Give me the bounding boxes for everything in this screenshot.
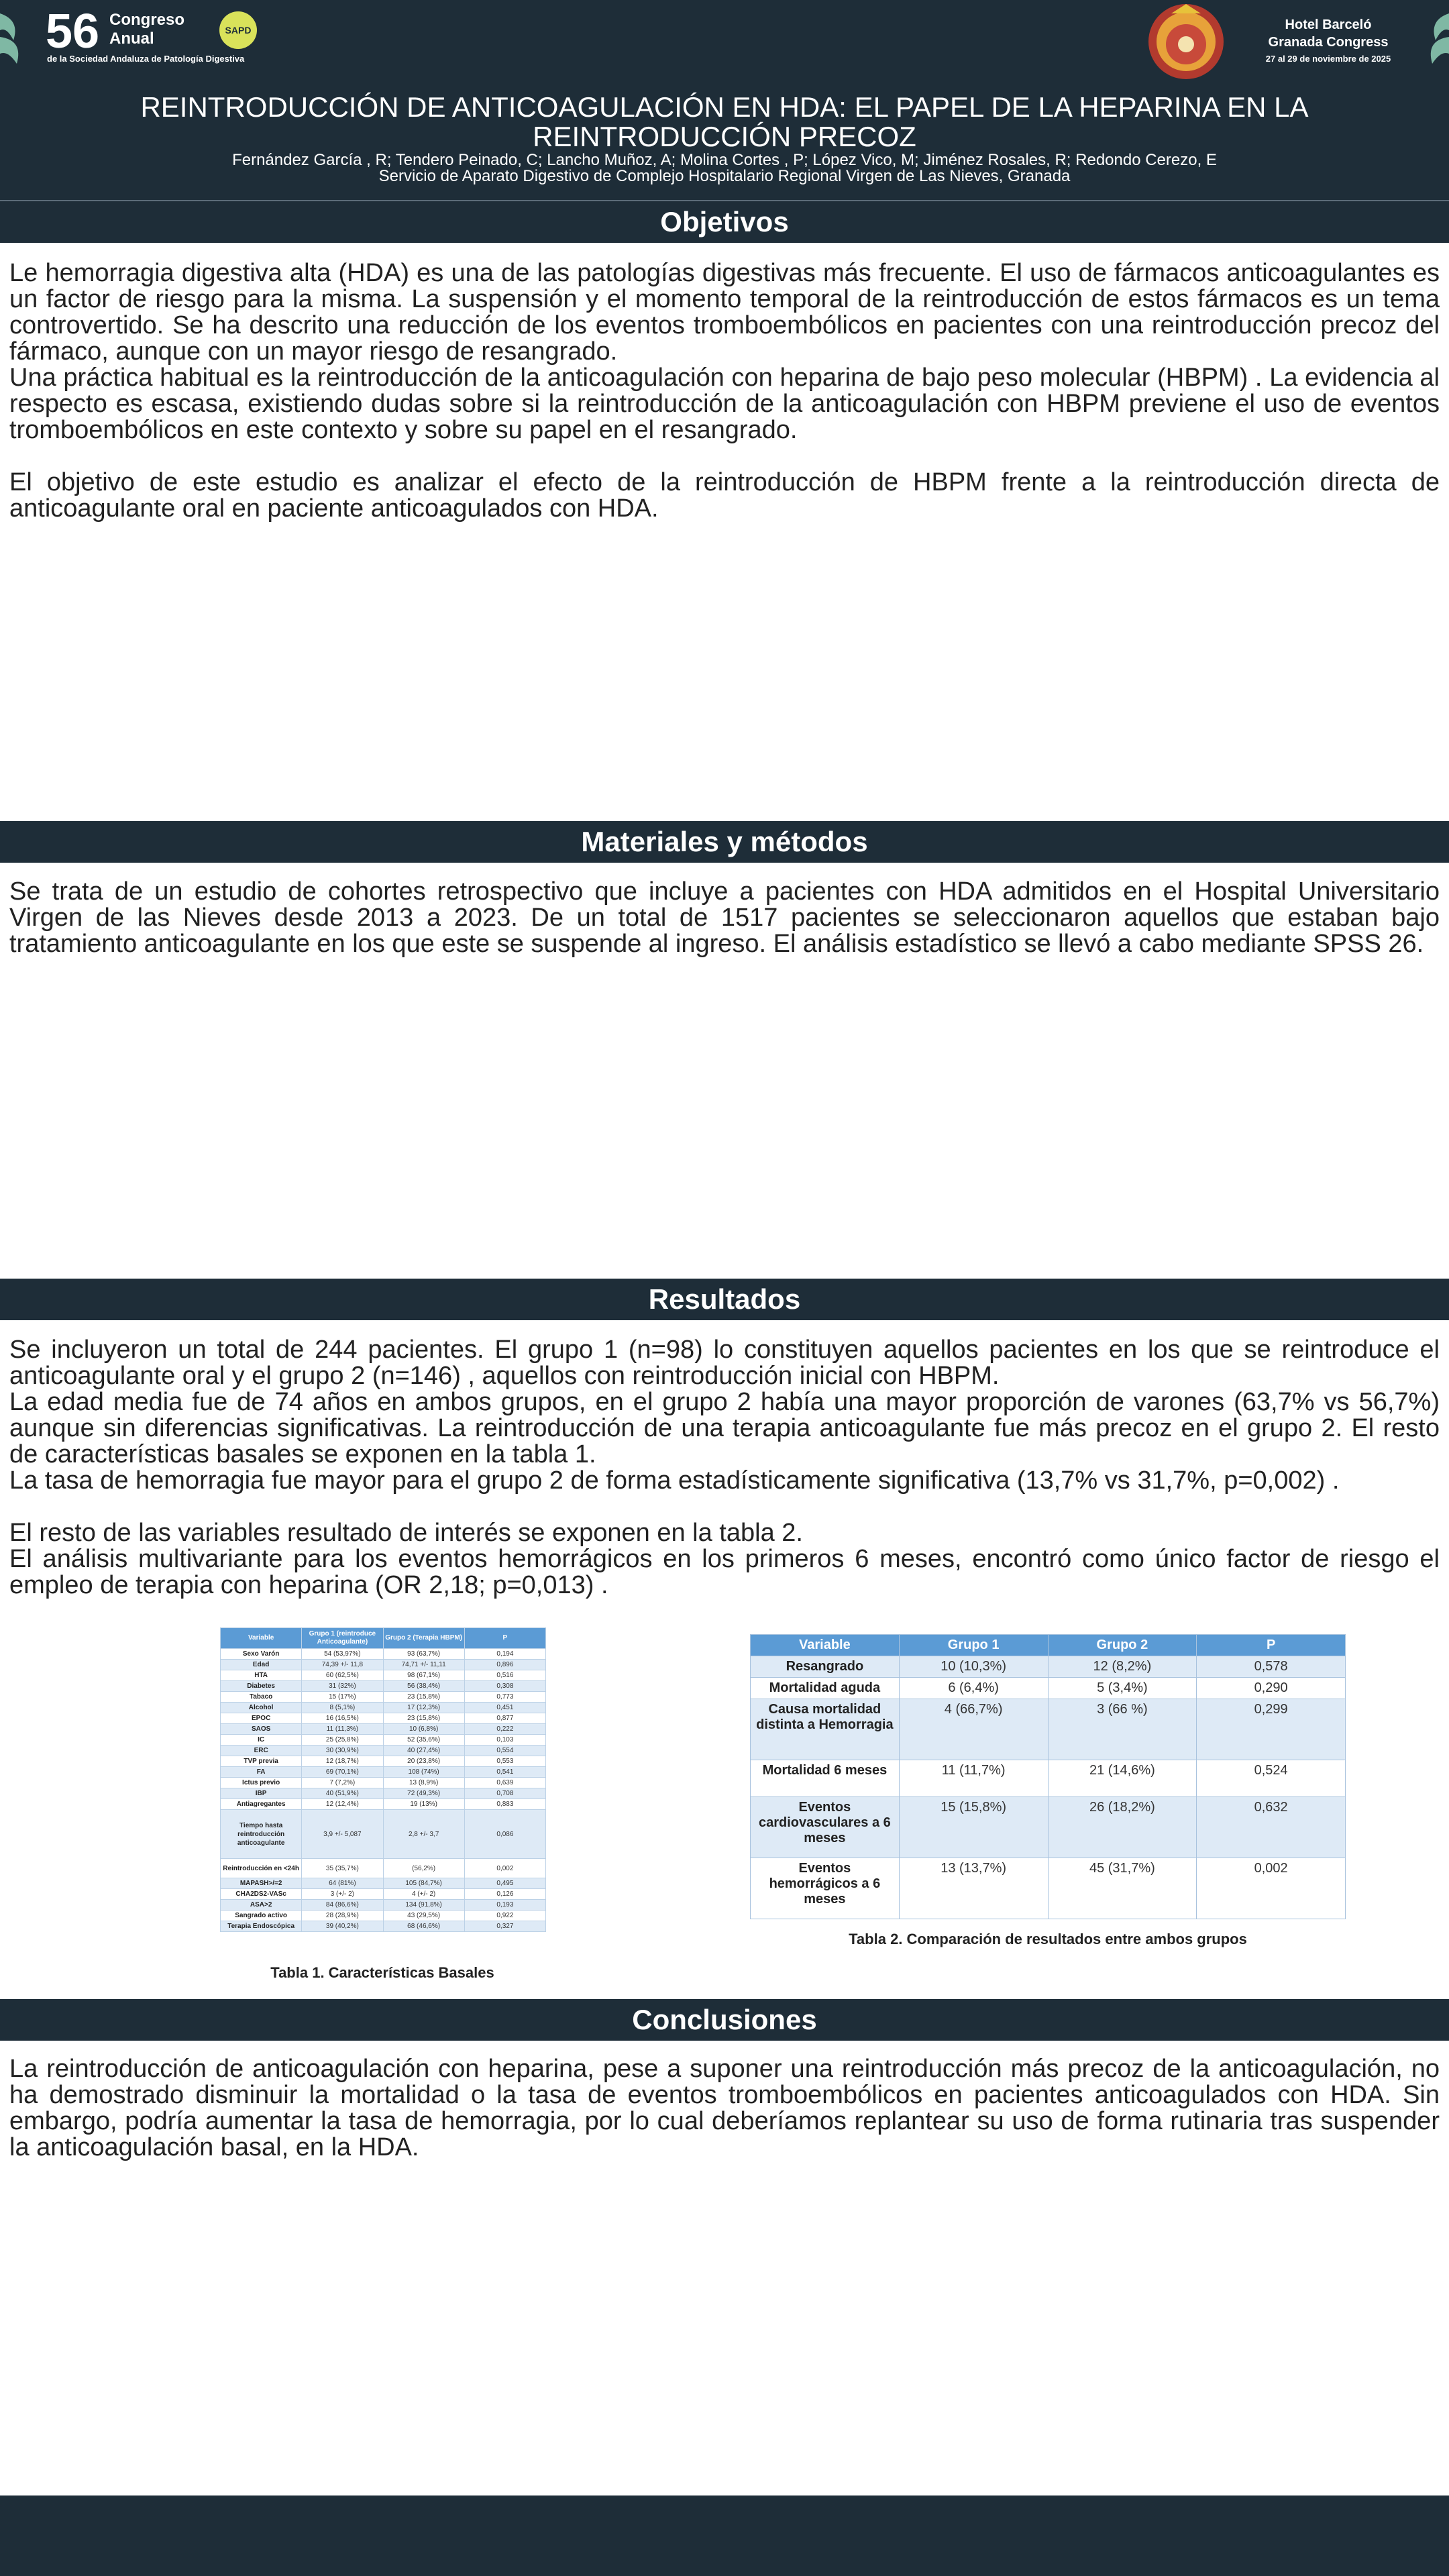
table1-cell: MAPASH>/=2	[221, 1878, 302, 1889]
table1-cell: 0,516	[464, 1670, 545, 1681]
table-1-header: P	[464, 1628, 545, 1649]
table2-cell: 0,299	[1197, 1699, 1346, 1760]
resultados-text	[9, 1337, 1440, 1599]
table1-cell: 12 (12,4%)	[302, 1799, 383, 1810]
congress-number: 56	[46, 5, 100, 58]
table1-row	[221, 1799, 546, 1810]
table1-cell: 0,086	[464, 1810, 545, 1859]
table1-cell: Ictus previo	[221, 1778, 302, 1788]
table-1-baseline	[220, 1627, 546, 1932]
table-2-header: Grupo 1	[899, 1635, 1048, 1656]
table2-cell: Eventos hemorrágicos a 6 meses	[751, 1858, 900, 1919]
table1-cell: 0,451	[464, 1703, 545, 1713]
table1-cell: (56,2%)	[383, 1859, 464, 1878]
sapd-logo: SAPD	[219, 11, 257, 49]
table1-cell: 74,71 +/- 11,11	[383, 1660, 464, 1670]
table2-row	[751, 1797, 1346, 1858]
objetivos-paragraph-1: Le hemorragia digestiva alta (HDA) es una de las patologías digestivas más frecuente. El uso de fármacos anticoagulantes es un factor de riesgo para la misma. La suspensión y el momento temporal de la reintroducción de estos fármacos es un tema controvertido. Se ha descrito una reducción de los eventos tromboembólicos en pacientes con una reintroducción precoz del fármaco, aunque con un mayor riesgo de resangrado.	[9, 259, 1440, 366]
table1-cell: Diabetes	[221, 1681, 302, 1692]
society-name: de la Sociedad Andaluza de Patología Digestiva	[47, 54, 245, 64]
table2-cell: 6 (6,4%)	[899, 1678, 1048, 1699]
table-2-header-row	[751, 1635, 1346, 1656]
objetivos-paragraph-3: El objetivo de este estudio es analizar el efecto de la reintroducción de HBPM frente a la reintroducción directa de anticoagulante oral en paciente anticoagulados con HDA.	[9, 468, 1440, 523]
table-1-header: Grupo 1 (reintroduce Anticoagulante)	[302, 1628, 383, 1649]
congress-dates: 27 al 29 de noviembre de 2025	[1265, 54, 1391, 64]
table-1-header: Variable	[221, 1628, 302, 1649]
table1-cell: 0,103	[464, 1735, 545, 1746]
table1-cell: 74,39 +/- 11,8	[302, 1660, 383, 1670]
table1-cell: 98 (67,1%)	[383, 1670, 464, 1681]
table1-cell: SAOS	[221, 1724, 302, 1735]
table1-cell: Terapia Endoscópica	[221, 1921, 302, 1932]
table1-cell: 54 (53,97%)	[302, 1649, 383, 1660]
table-2-header: P	[1197, 1635, 1346, 1656]
table2-cell: 13 (13,7%)	[899, 1858, 1048, 1919]
table2-row	[751, 1699, 1346, 1760]
table1-cell: 0,194	[464, 1649, 545, 1660]
table2-cell: Resangrado	[751, 1656, 900, 1678]
table1-cell: 28 (28,9%)	[302, 1911, 383, 1921]
table1-cell: Reintroducción en <24h	[221, 1859, 302, 1878]
table1-cell: 0,877	[464, 1713, 545, 1724]
table1-cell: 108 (74%)	[383, 1767, 464, 1778]
table-1-header: Grupo 2 (Terapia HBPM)	[383, 1628, 464, 1649]
table1-cell: 0,222	[464, 1724, 545, 1735]
table1-cell: 0,495	[464, 1878, 545, 1889]
table2-cell: 5 (3,4%)	[1048, 1678, 1197, 1699]
table1-cell: 93 (63,7%)	[383, 1649, 464, 1660]
table1-cell: 23 (15,8%)	[383, 1692, 464, 1703]
poster-authors: Fernández García , R; Tendero Peinado, C; Lancho Muñoz, A; Molina Cortes , P; López Vico, M; Jiménez Rosales, R; Redondo Cerezo, E	[232, 151, 1217, 169]
table1-row	[221, 1778, 546, 1788]
table-2-caption: Tabla 2. Comparación de resultados entre ambos grupos	[849, 1931, 1247, 1947]
table1-cell: 69 (70,1%)	[302, 1767, 383, 1778]
table1-row	[221, 1911, 546, 1921]
table2-cell: Mortalidad 6 meses	[751, 1760, 900, 1797]
table1-row	[221, 1859, 546, 1878]
table1-cell: 39 (40,2%)	[302, 1921, 383, 1932]
table1-cell: 20 (23,8%)	[383, 1756, 464, 1767]
leaf-decoration-left-icon	[0, 0, 34, 74]
table1-row	[221, 1681, 546, 1692]
table1-row	[221, 1921, 546, 1932]
table1-cell: Sexo Varón	[221, 1649, 302, 1660]
table1-row	[221, 1692, 546, 1703]
table1-row	[221, 1724, 546, 1735]
table1-cell: 40 (27,4%)	[383, 1746, 464, 1756]
table1-cell: ASA>2	[221, 1900, 302, 1911]
table1-cell: IBP	[221, 1788, 302, 1799]
section-heading-materiales: Materiales y métodos	[0, 821, 1449, 863]
table2-cell: 0,002	[1197, 1858, 1346, 1919]
materiales-text	[9, 879, 1440, 957]
table1-cell: 68 (46,6%)	[383, 1921, 464, 1932]
table2-cell: 21 (14,6%)	[1048, 1760, 1197, 1797]
table1-cell: 43 (29,5%)	[383, 1911, 464, 1921]
table-1-header-row	[221, 1628, 546, 1649]
table1-row	[221, 1878, 546, 1889]
table1-cell: 19 (13%)	[383, 1799, 464, 1810]
table2-cell: 10 (10,3%)	[899, 1656, 1048, 1678]
congress-label	[109, 11, 184, 48]
table2-cell: 0,578	[1197, 1656, 1346, 1678]
table2-cell: 45 (31,7%)	[1048, 1858, 1197, 1919]
table1-cell: Alcohol	[221, 1703, 302, 1713]
table1-cell: 0,193	[464, 1900, 545, 1911]
table1-cell: 11 (11,3%)	[302, 1724, 383, 1735]
table2-cell: Causa mortalidad distinta a Hemorragia	[751, 1699, 900, 1760]
table1-cell: 13 (8,9%)	[383, 1778, 464, 1788]
table2-row	[751, 1858, 1346, 1919]
table2-cell: 26 (18,2%)	[1048, 1797, 1197, 1858]
table1-cell: 0,708	[464, 1788, 545, 1799]
table1-cell: 60 (62,5%)	[302, 1670, 383, 1681]
table2-cell: 15 (15,8%)	[899, 1797, 1048, 1858]
table1-row	[221, 1889, 546, 1900]
table1-cell: 134 (91,8%)	[383, 1900, 464, 1911]
table1-cell: 105 (84,7%)	[383, 1878, 464, 1889]
congress-line2: Anual	[109, 30, 154, 48]
table1-row	[221, 1788, 546, 1799]
table1-row	[221, 1670, 546, 1681]
objetivos-text	[9, 260, 1440, 522]
table1-cell: Tiempo hasta reintroducción anticoagulante	[221, 1810, 302, 1859]
table1-cell: 8 (5,1%)	[302, 1703, 383, 1713]
section-heading-conclusiones: Conclusiones	[0, 1999, 1449, 2041]
table2-row	[751, 1656, 1346, 1678]
section-heading-objetivos: Objetivos	[0, 201, 1449, 243]
table1-cell: 25 (25,8%)	[302, 1735, 383, 1746]
resultados-paragraph-4: El resto de las variables resultado de interés se exponen en la tabla 2.	[9, 1519, 803, 1547]
table1-cell: 64 (81%)	[302, 1878, 383, 1889]
poster-title: REINTRODUCCIÓN DE ANTICOAGULACIÓN EN HDA: EL PAPEL DE LA HEPARINA EN LA REINTRODUCCIÓN PRECOZ	[140, 91, 1309, 152]
poster-affiliation: Servicio de Aparato Digestivo de Complejo Hospitalario Regional Virgen de Las Nieves, Granada	[378, 167, 1071, 185]
table-2-header: Grupo 2	[1048, 1635, 1197, 1656]
table1-cell: 0,922	[464, 1911, 545, 1921]
table2-row	[751, 1678, 1346, 1699]
table1-cell: 0,541	[464, 1767, 545, 1778]
table1-cell: 52 (35,6%)	[383, 1735, 464, 1746]
table1-cell: ERC	[221, 1746, 302, 1756]
table-2-header: Variable	[751, 1635, 900, 1656]
table1-cell: 35 (35,7%)	[302, 1859, 383, 1878]
materiales-paragraph-1: Se trata de un estudio de cohortes retrospectivo que incluye a pacientes con HDA admitidos en el Hospital Universitario Virgen de las Nieves desde 2013 a 2023. De un total de 1517 pacientes se seleccionaron aquellos que estaban bajo tratamiento anticoagulante en los que este se suspende al ingreso. El análisis estadístico se llevó a cabo mediante SPSS 26.	[9, 877, 1440, 958]
leaf-decoration-right-icon	[1415, 0, 1449, 74]
hotel-line1: Hotel Barceló	[1285, 17, 1372, 32]
table1-row	[221, 1703, 546, 1713]
table1-cell: FA	[221, 1767, 302, 1778]
table2-row	[751, 1760, 1346, 1797]
table1-cell: 84 (86,6%)	[302, 1900, 383, 1911]
table1-cell: 0,639	[464, 1778, 545, 1788]
table2-cell: 11 (11,7%)	[899, 1760, 1048, 1797]
table1-cell: TVP previa	[221, 1756, 302, 1767]
table1-row	[221, 1767, 546, 1778]
table2-cell: 3 (66 %)	[1048, 1699, 1197, 1760]
table1-cell: HTA	[221, 1670, 302, 1681]
table2-cell: 4 (66,7%)	[899, 1699, 1048, 1760]
table2-cell: 0,632	[1197, 1797, 1346, 1858]
table1-cell: 0,327	[464, 1921, 545, 1932]
table1-cell: 0,773	[464, 1692, 545, 1703]
table1-cell: 56 (38,4%)	[383, 1681, 464, 1692]
table1-cell: 23 (15,8%)	[383, 1713, 464, 1724]
objetivos-paragraph-2: Una práctica habitual es la reintroducción de la anticoagulación con heparina de bajo peso molecular (HBPM) . La evidencia al respecto es escasa, existiendo dudas sobre si la reintroducción de la anticoagulación con HBPM previene el uso de eventos tromboembólicos en este contexto y sobre su papel en el resangrado.	[9, 364, 1440, 444]
table1-cell: 7 (7,2%)	[302, 1778, 383, 1788]
conclusiones-paragraph-1: La reintroducción de anticoagulación con heparina, pese a suponer una reintroducción más precoz de la anticoagulación, no ha demostrado disminuir la mortalidad o la tasa de eventos tromboembólicos en pacientes anticoagulados con HDA. Sin embargo, podría aumentar la tasa de hemorragia, por lo cual deberíamos replantear su uso de forma rutinaria tras suspender la anticoagulación basal, en la HDA.	[9, 2055, 1440, 2161]
table1-cell: Tabaco	[221, 1692, 302, 1703]
table1-cell: 0,883	[464, 1799, 545, 1810]
table1-row	[221, 1810, 546, 1859]
resultados-paragraph-2: La edad media fue de 74 años en ambos grupos, en el grupo 2 había una mayor proporción de varones (63,7% vs 56,7%) aunque sin diferencias significativas. La reintroducción de una terapia anticoagulante fue más precoz en el grupo 2. El resto de características basales se exponen en la tabla 1.	[9, 1388, 1440, 1468]
table2-cell: Eventos cardiovasculares a 6 meses	[751, 1797, 900, 1858]
table1-cell: 0,896	[464, 1660, 545, 1670]
hotel-line2: Granada Congress	[1268, 35, 1389, 50]
table1-cell: 0,002	[464, 1859, 545, 1878]
table1-cell: Antiagregantes	[221, 1799, 302, 1810]
congress-line1: Congreso	[109, 11, 185, 29]
table1-cell: 0,554	[464, 1746, 545, 1756]
table-2-outcomes	[750, 1634, 1346, 1919]
table1-row	[221, 1900, 546, 1911]
table1-cell: 3,9 +/- 5,087	[302, 1810, 383, 1859]
table1-row	[221, 1660, 546, 1670]
table2-cell: Mortalidad aguda	[751, 1678, 900, 1699]
table1-cell: CHA2DS2-VASc	[221, 1889, 302, 1900]
resultados-paragraph-1: Se incluyeron un total de 244 pacientes. El grupo 1 (n=98) lo constituyen aquellos pacientes en los que se reintroduce el anticoagulante oral y el grupo 2 (n=146) , aquellos con reintroducción inicial con HBPM.	[9, 1336, 1440, 1390]
table1-cell: 40 (51,9%)	[302, 1788, 383, 1799]
poster-footer	[0, 2496, 1449, 2576]
table1-row	[221, 1713, 546, 1724]
granada-crest-logo	[1144, 0, 1228, 83]
table-1-caption: Tabla 1. Características Basales	[270, 1964, 494, 1981]
resultados-paragraph-3: La tasa de hemorragia fue mayor para el grupo 2 de forma estadísticamente significativa (13,7% vs 31,7%, p=0,002) .	[9, 1466, 1340, 1495]
table1-cell: 4 (+/- 2)	[383, 1889, 464, 1900]
table1-cell: Sangrado activo	[221, 1911, 302, 1921]
conclusiones-text	[9, 2056, 1440, 2161]
table1-row	[221, 1746, 546, 1756]
table1-cell: IC	[221, 1735, 302, 1746]
table1-cell: 30 (30,9%)	[302, 1746, 383, 1756]
table1-row	[221, 1649, 546, 1660]
table1-cell: Edad	[221, 1660, 302, 1670]
table1-cell: 3 (+/- 2)	[302, 1889, 383, 1900]
table1-row	[221, 1756, 546, 1767]
resultados-paragraph-5: El análisis multivariante para los eventos hemorrágicos en los primeros 6 meses, encontró como único factor de riesgo el empleo de terapia con heparina (OR 2,18; p=0,013) .	[9, 1545, 1440, 1599]
table2-cell: 0,290	[1197, 1678, 1346, 1699]
table2-cell: 12 (8,2%)	[1048, 1656, 1197, 1678]
hotel-name	[1244, 16, 1412, 51]
table1-cell: 72 (49,3%)	[383, 1788, 464, 1799]
table1-cell: 17 (12,3%)	[383, 1703, 464, 1713]
table1-cell: EPOC	[221, 1713, 302, 1724]
table1-cell: 10 (6,8%)	[383, 1724, 464, 1735]
table1-cell: 12 (18,7%)	[302, 1756, 383, 1767]
table1-cell: 0,308	[464, 1681, 545, 1692]
table1-row	[221, 1735, 546, 1746]
table1-cell: 31 (32%)	[302, 1681, 383, 1692]
table2-cell: 0,524	[1197, 1760, 1346, 1797]
table1-cell: 0,126	[464, 1889, 545, 1900]
table1-cell: 0,553	[464, 1756, 545, 1767]
table1-cell: 2,8 +/- 3,7	[383, 1810, 464, 1859]
section-heading-resultados: Resultados	[0, 1279, 1449, 1320]
table1-cell: 15 (17%)	[302, 1692, 383, 1703]
poster-header	[0, 0, 1449, 200]
table1-cell: 16 (16,5%)	[302, 1713, 383, 1724]
